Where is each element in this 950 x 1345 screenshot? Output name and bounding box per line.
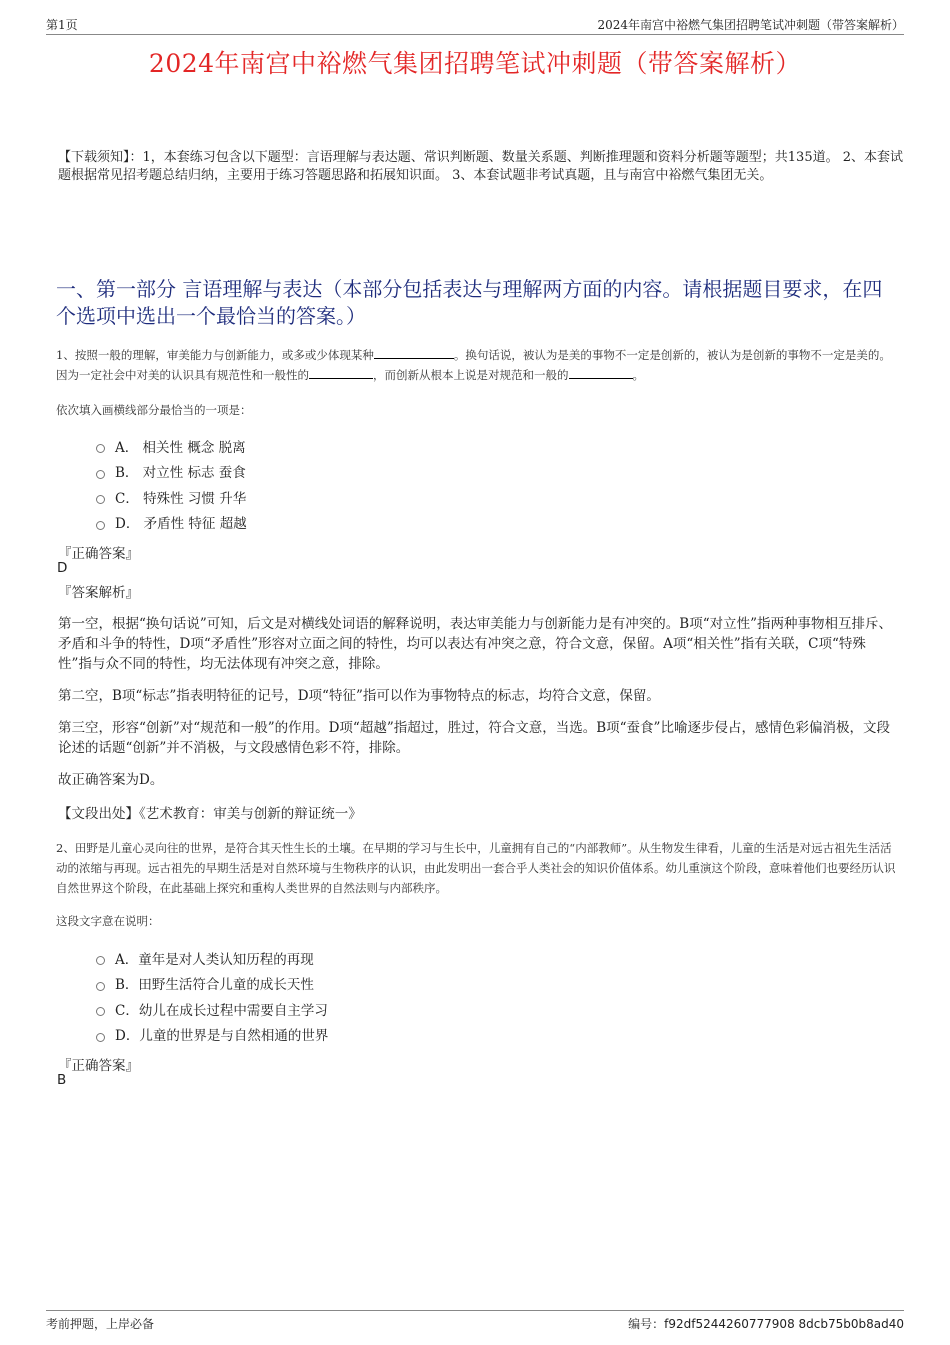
footer-slogan: 考前押题，上岸必备 xyxy=(46,1317,155,1331)
radio-icon[interactable] xyxy=(96,982,105,991)
analysis-paragraph: 第二空，B项“标志”指表明特征的记号，D项“特征”指可以作为事物特点的标志，均符合文意，保留。 xyxy=(58,688,660,704)
question-1-prompt: 依次填入画横线部分最恰当的一项是： xyxy=(56,403,252,417)
option-d[interactable] xyxy=(96,510,247,536)
question-1-stem-part: 1、按照一般的理解，审美能力与创新能力，或多或少体现某种 xyxy=(56,348,374,362)
option-b[interactable] xyxy=(96,459,247,485)
option-label: C．幼儿在成长过程中需要自主学习 xyxy=(115,1002,328,1019)
radio-icon[interactable] xyxy=(96,521,105,530)
radio-icon[interactable] xyxy=(96,444,105,453)
document-title: 2024年南宫中裕燃气集团招聘笔试冲刺题（带答案解析） xyxy=(148,49,802,78)
option-label: A． 相关性 概念 脱离 xyxy=(115,439,246,456)
page-number: 第1页 xyxy=(46,18,78,32)
question-2-stem: 2、田野是儿童心灵向往的世界，是符合其天性生长的土壤。在早期的学习与生长中，儿童拥有自己的“内部教师”。从生物发生律看，儿童的生活是对远古祖先生活活动的浓缩与再现。远古祖先的早期生活是对自然环境与生物秩序的认识，由此发明出一套合乎人类社会的知识价值体系。幼儿重演这个阶段，意味着他们也要经历认识自然世界这个阶段，在此基础上探究和重构人类世界的自然法则与内部秩序。 xyxy=(56,841,896,895)
footer-code-value: f92df5244260777908 8dcb75b0b8ad40 xyxy=(664,1317,904,1331)
option-label: B．田野生活符合儿童的成长天性 xyxy=(115,977,314,994)
question-1-stem-part: 。 xyxy=(632,368,644,382)
option-c[interactable] xyxy=(96,996,328,1022)
radio-icon[interactable] xyxy=(96,956,105,965)
question-1-stem-part: ，而创新从根本上说是对规范和一般的 xyxy=(373,368,569,382)
option-label: D． 矛盾性 特征 超越 xyxy=(115,516,247,533)
option-b[interactable] xyxy=(96,971,328,997)
option-label: C． 特殊性 习惯 升华 xyxy=(115,490,247,507)
radio-icon[interactable] xyxy=(96,470,105,479)
option-c[interactable] xyxy=(96,484,247,510)
option-a[interactable] xyxy=(96,945,328,971)
section-heading: 一、第一部分 言语理解与表达（本部分包括表达与理解两方面的内容。请根据题目要求，在四个选项中选出一个最恰当的答案。） xyxy=(56,277,883,328)
option-label: B． 对立性 标志 蚕食 xyxy=(115,465,246,482)
question-1-stem xyxy=(56,345,901,385)
page-footer xyxy=(46,1310,904,1331)
option-d[interactable] xyxy=(96,1022,328,1048)
header-doc-title: 2024年南宫中裕燃气集团招聘笔试冲刺题（带答案解析） xyxy=(597,18,904,32)
footer-code xyxy=(628,1315,904,1332)
text-source: 【文段出处】《艺术教育：审美与创新的辩证统一》 xyxy=(58,806,362,822)
analysis-label: 『答案解析』 xyxy=(58,585,139,601)
fill-blank xyxy=(309,366,373,379)
download-notice: 【下载须知】：1，本套练习包含以下题型：言语理解与表达题、常识判断题、数量关系题、判断推理题和资料分析题等题型；共135道。 2、本套试题根据常见招考题总结归纳，主要用于练习答题思路和拓展知识面。 3、本套试题非考试真题，且与南宫中裕燃气集团无关。 xyxy=(58,150,903,183)
question-1-stem-part: 。换句话说，被认为是美的事物不一定是创新的，被认为是创新的事物不一定是美的。因为一定社会中对美的认识具有规范性和一般性的 xyxy=(56,348,891,382)
correct-answer: D xyxy=(57,560,68,576)
question-1-options xyxy=(96,433,247,535)
analysis-paragraph: 第一空，根据“换句话说”可知，后文是对横线处词语的解释说明，表达审美能力与创新能力是有冲突的。B项“对立性”指两种事物相互排斥、矛盾和斗争的特性，D项“矛盾性”形容对立面之间的特性，均可以表达有冲突之意，符合文意，保留。A项“相关性”指有关联，C项“特殊性”指与众不同的特性，均无法体现有冲突之意，排除。 xyxy=(58,616,893,672)
analysis-paragraph: 故正确答案为D。 xyxy=(58,772,164,788)
question-2-prompt: 这段文字意在说明： xyxy=(56,914,160,928)
option-a[interactable] xyxy=(96,433,247,459)
radio-icon[interactable] xyxy=(96,495,105,504)
correct-answer: B xyxy=(57,1072,67,1088)
radio-icon[interactable] xyxy=(96,1007,105,1016)
fill-blank xyxy=(569,366,633,379)
fill-blank xyxy=(374,346,454,359)
page-header xyxy=(46,14,904,35)
analysis-paragraph: 第三空，形容“创新”对“规范和一般”的作用。D项“超越”指超过，胜过，符合文意，当选。B项“蚕食”比喻逐步侵占，感情色彩偏消极，文段论述的话题“创新”并不消极，与文段感情色彩不符，排除。 xyxy=(58,720,890,756)
footer-code-label: 编号： xyxy=(628,1317,665,1331)
radio-icon[interactable] xyxy=(96,1033,105,1042)
correct-answer-label: 『正确答案』 xyxy=(58,1058,139,1074)
option-label: A．童年是对人类认知历程的再现 xyxy=(115,951,314,968)
question-2-options xyxy=(96,945,328,1047)
correct-answer-label: 『正确答案』 xyxy=(58,546,139,562)
option-label: D．儿童的世界是与自然相通的世界 xyxy=(115,1028,329,1045)
